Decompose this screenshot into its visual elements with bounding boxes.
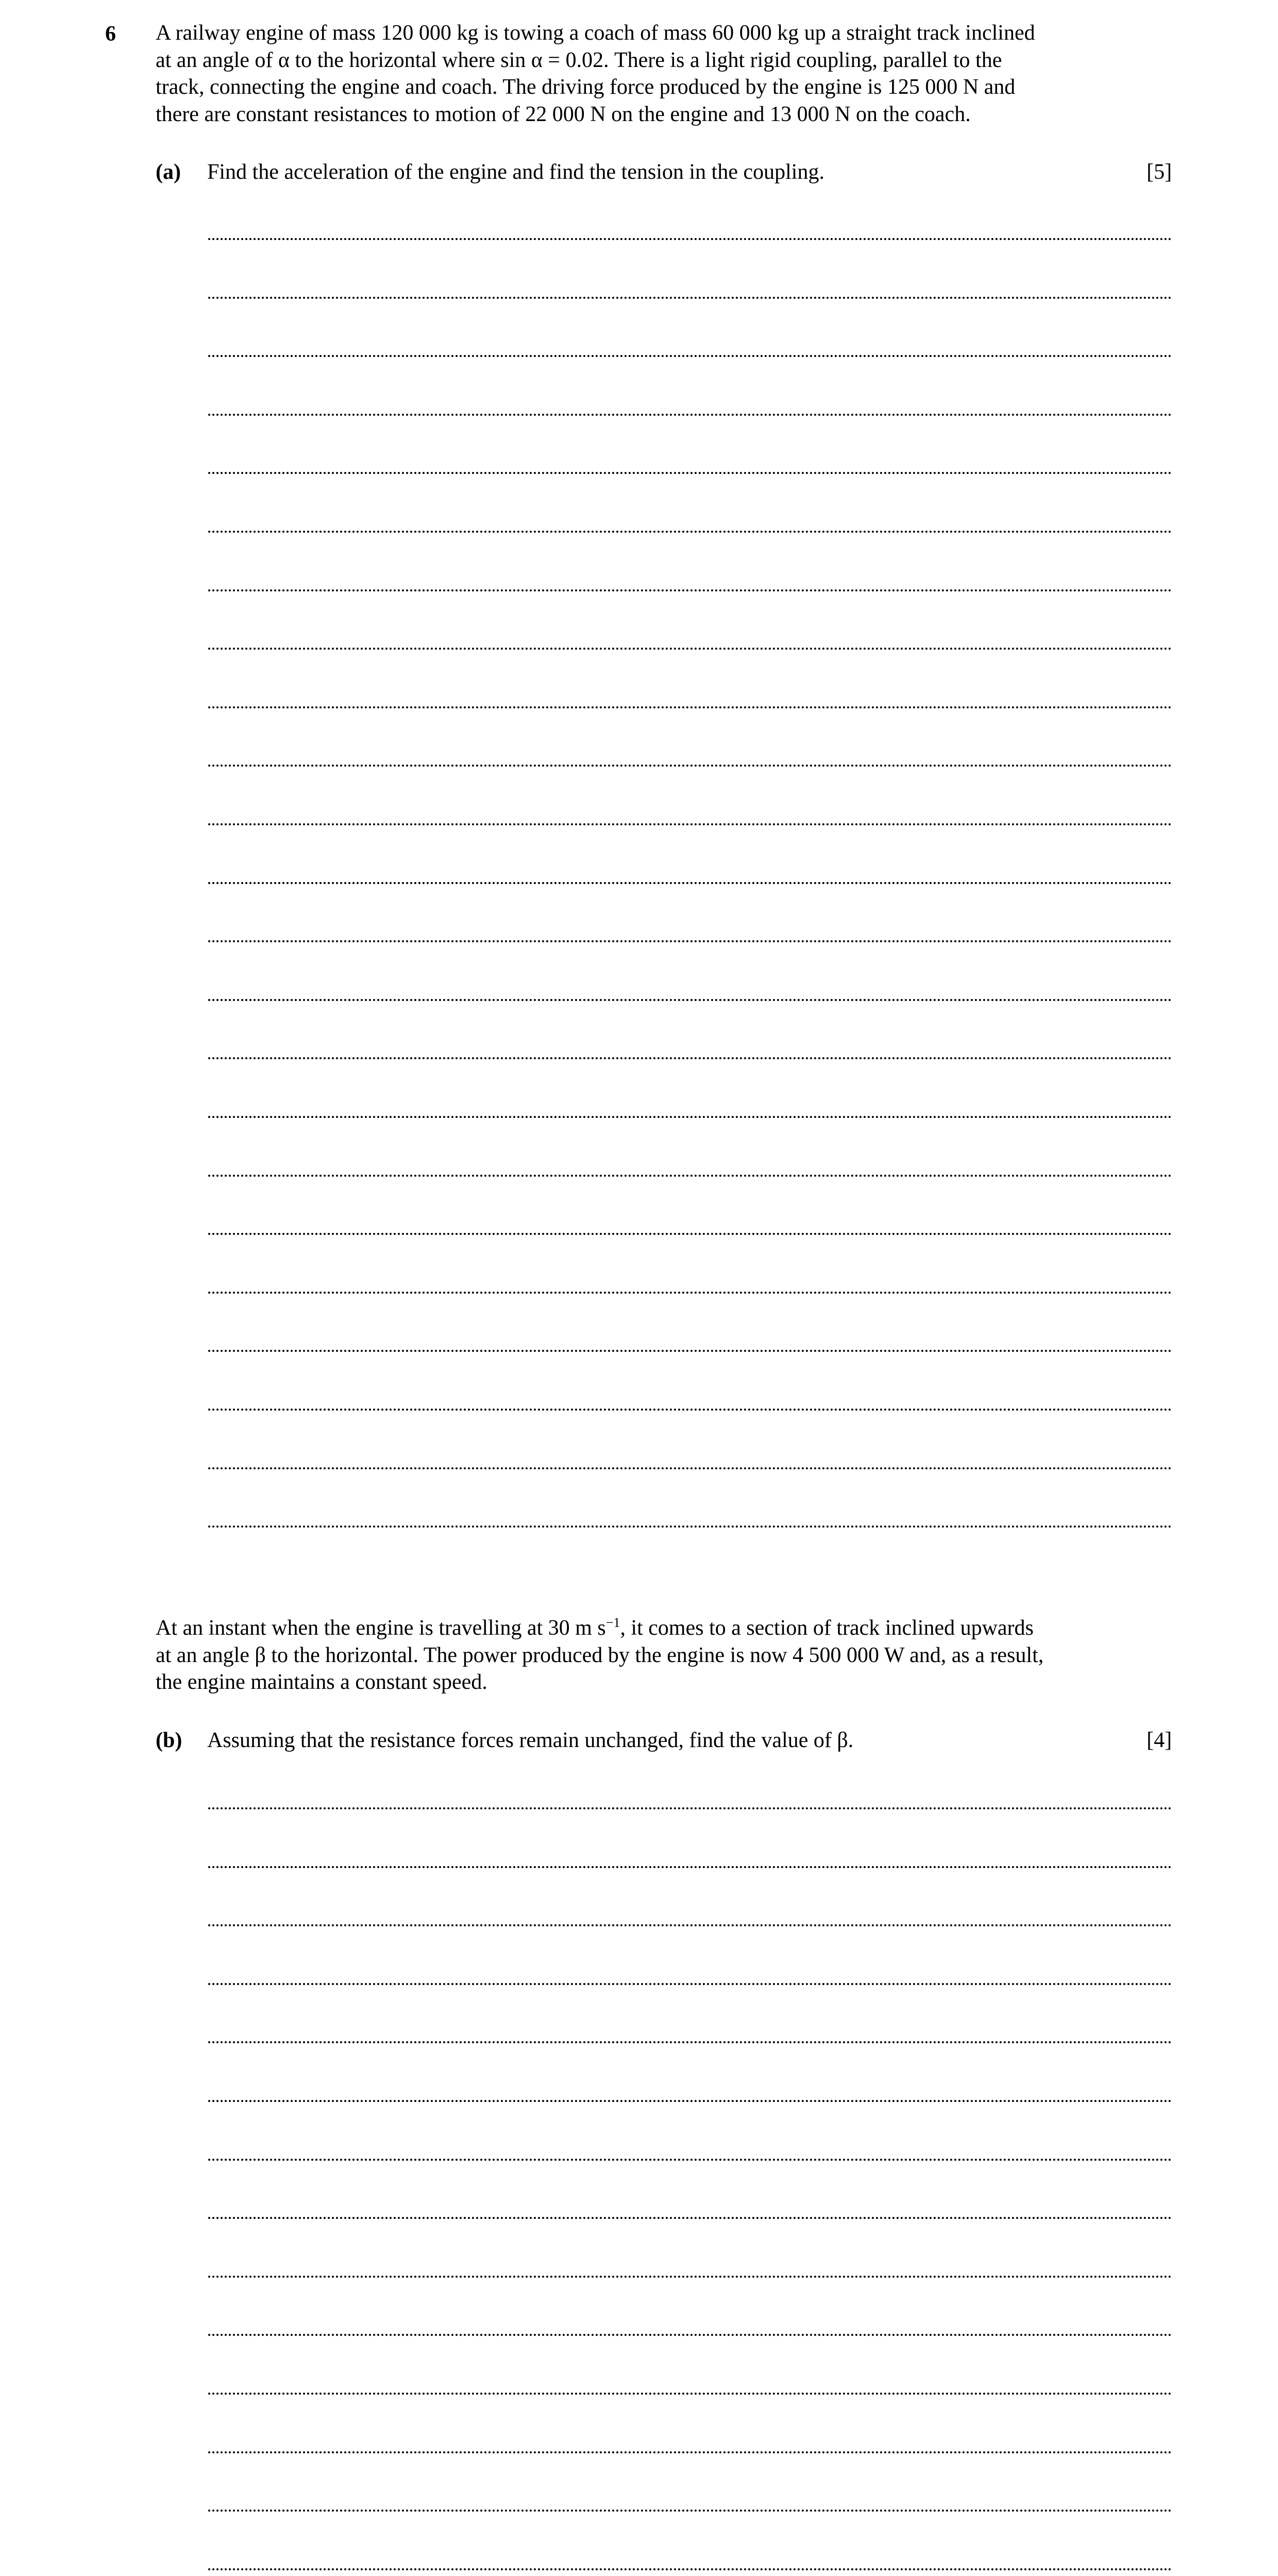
answer-line[interactable] <box>208 940 1172 942</box>
middle-line: At an instant when the engine is travelling at 30 m $s^{-1}$, it comes to a section of track inclined upwards <box>156 1615 1034 1640</box>
answer-line[interactable] <box>208 1292 1172 1294</box>
answer-line[interactable] <box>208 2393 1172 2395</box>
part-b-marks: [4] <box>1147 1728 1172 1752</box>
answer-line[interactable] <box>208 648 1172 650</box>
intro-line: track, connecting the engine and coach. The driving force produced by the engine is 125 000 N and <box>156 75 1016 99</box>
answer-line[interactable] <box>208 2217 1172 2219</box>
question-intro <box>156 20 1172 128</box>
answer-line[interactable] <box>208 2568 1172 2570</box>
answer-line[interactable] <box>208 297 1172 299</box>
intro-line: A railway engine of mass 120 000 kg is towing a coach of mass 60 000 kg up a straight track inclined <box>156 21 1035 45</box>
part-b-text: Assuming that the resistance forces remain unchanged, find the value of β. <box>207 1728 854 1752</box>
answer-line[interactable] <box>208 1983 1172 1985</box>
answer-line[interactable] <box>208 414 1172 416</box>
answer-line[interactable] <box>208 1526 1172 1528</box>
answer-line[interactable] <box>208 589 1172 591</box>
answer-line[interactable] <box>208 472 1172 474</box>
answer-line[interactable] <box>208 1175 1172 1177</box>
answer-line[interactable] <box>208 1409 1172 1411</box>
answer-line[interactable] <box>208 355 1172 357</box>
answer-line[interactable] <box>208 1807 1172 1809</box>
answer-line[interactable] <box>208 706 1172 708</box>
answer-line[interactable] <box>208 2334 1172 2336</box>
answer-line[interactable] <box>208 1924 1172 1926</box>
part-a-marks: [5] <box>1147 160 1172 184</box>
answer-line[interactable] <box>208 1350 1172 1352</box>
part-a-label: (a) <box>156 160 181 184</box>
answer-line[interactable] <box>208 1057 1172 1059</box>
answer-line[interactable] <box>208 1116 1172 1118</box>
answer-line[interactable] <box>208 2451 1172 2453</box>
answer-line[interactable] <box>208 238 1172 240</box>
answer-line[interactable] <box>208 2159 1172 2161</box>
middle-line: at an angle β to the horizontal. The power produced by the engine is now 4 500 000 W and, as a result, <box>156 1643 1044 1667</box>
middle-paragraph <box>156 1615 1172 1696</box>
answer-line[interactable] <box>208 823 1172 825</box>
middle-line: the engine maintains a constant speed. <box>156 1670 487 1694</box>
answer-line[interactable] <box>208 1233 1172 1235</box>
part-a-text: Find the acceleration of the engine and find the tension in the coupling. <box>207 160 825 184</box>
answer-line[interactable] <box>208 2100 1172 2102</box>
answer-line[interactable] <box>208 2276 1172 2278</box>
answer-line[interactable] <box>208 2041 1172 2043</box>
answer-line[interactable] <box>208 999 1172 1001</box>
answer-line[interactable] <box>208 882 1172 884</box>
answer-line[interactable] <box>208 1866 1172 1868</box>
intro-line: at an angle of α to the horizontal where sin α = 0.02. There is a light rigid coupling, parallel to the <box>156 48 1002 72</box>
part-b-label: (b) <box>156 1728 182 1752</box>
answer-line[interactable] <box>208 531 1172 533</box>
answer-line[interactable] <box>208 1467 1172 1469</box>
answer-line[interactable] <box>208 2510 1172 2512</box>
intro-line: there are constant resistances to motion of 22 000 N on the engine and 13 000 N on the coach. <box>156 102 971 126</box>
answer-line[interactable] <box>208 765 1172 767</box>
question-number: 6 <box>105 22 116 46</box>
